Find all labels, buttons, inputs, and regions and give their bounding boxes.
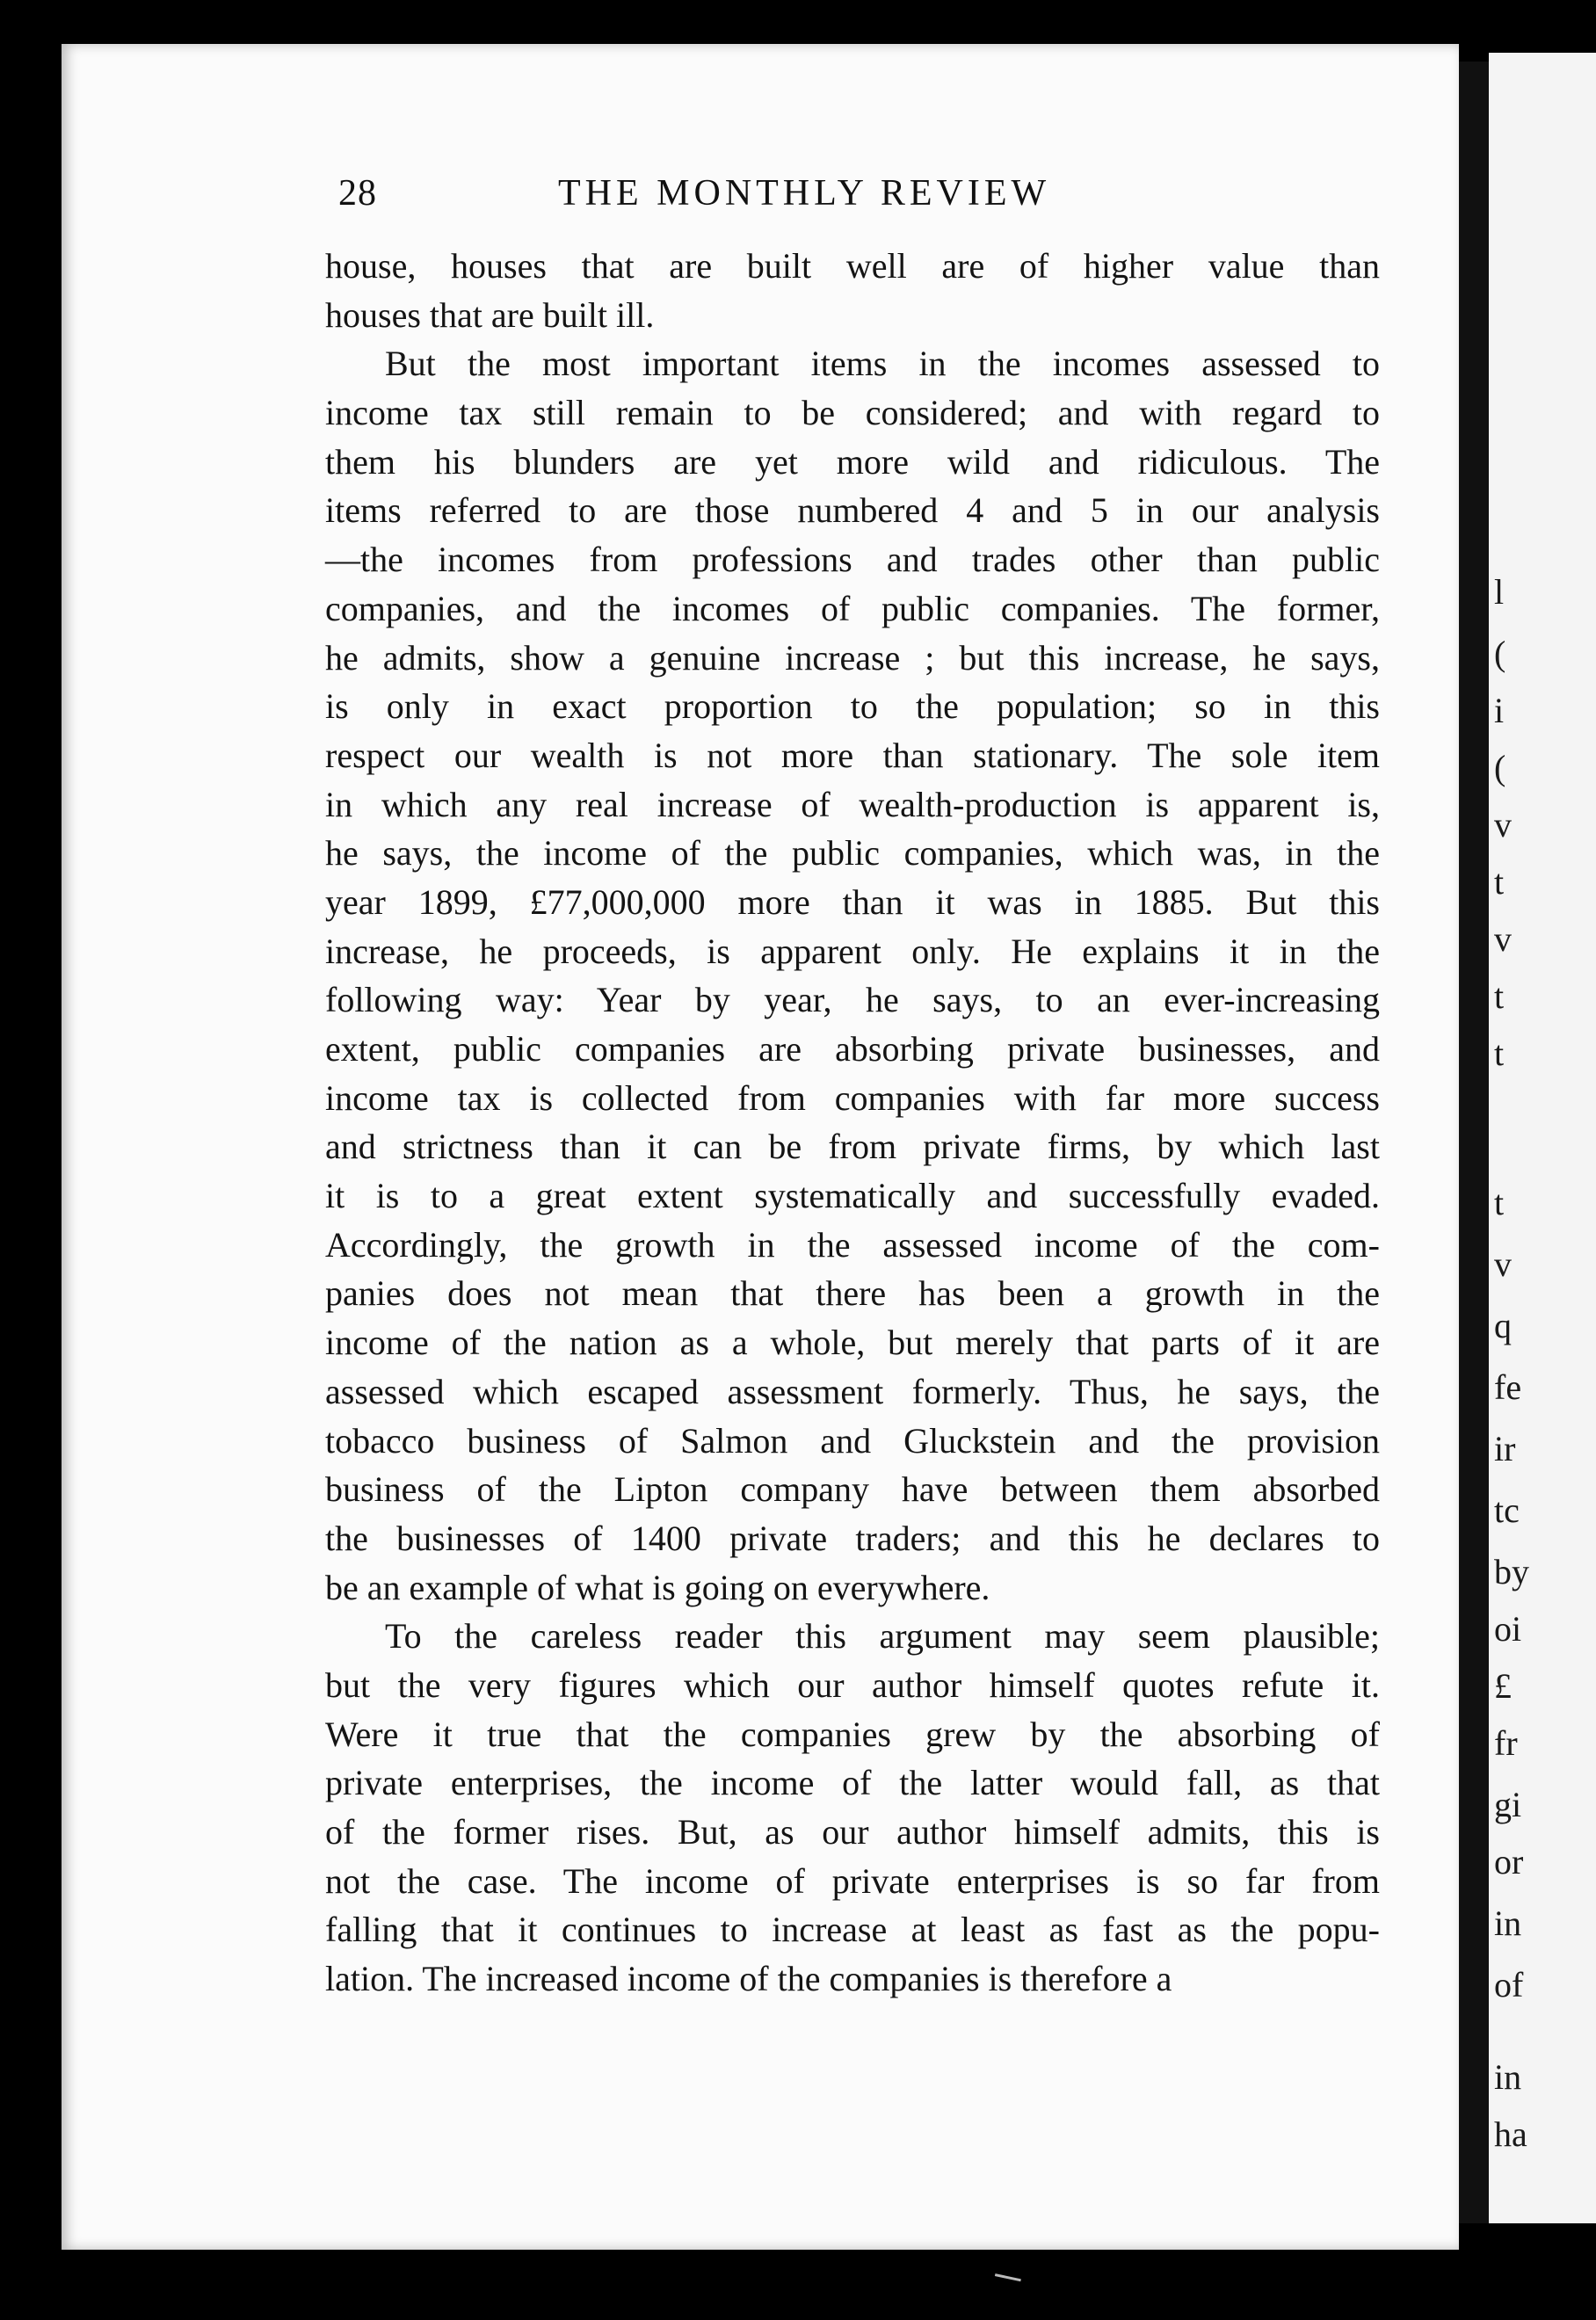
facing-page-fragment: v <box>1494 919 1512 959</box>
facing-page-fragment: or <box>1494 1842 1524 1881</box>
text-line: falling that it continues to increase at least as fast as the popu- <box>325 1910 1380 1950</box>
text-line: private enterprises, the income of the latter would fall, as that <box>325 1763 1380 1803</box>
facing-page-fragment: t <box>1494 862 1505 902</box>
facing-page-fragment: t <box>1494 1183 1505 1222</box>
facing-page-fragment: ( <box>1494 634 1506 673</box>
text-line: But the most important items in the incomes assessed to <box>385 344 1380 384</box>
text-line: be an example of what is going on everywhere. <box>325 1567 990 1607</box>
facing-page-fragment: fr <box>1494 1723 1518 1763</box>
text-line: respect our wealth is not more than stationary. The sole item <box>325 735 1380 775</box>
text-line: income tax still remain to be considered; and with regard to <box>325 393 1380 433</box>
paragraph <box>325 242 1380 339</box>
facing-page-fragment: v <box>1494 1244 1512 1284</box>
facing-page-fragment: t <box>1494 1033 1505 1073</box>
text-line: them his blunders are yet more wild and ridiculous. The <box>325 441 1380 482</box>
text-line: of the former rises. But, as our author himself admits, this is <box>325 1812 1380 1852</box>
text-line: following way: Year by year, he says, to an ever-increasing <box>325 980 1380 1020</box>
body-text <box>325 242 1380 2004</box>
text-line: business of the Lipton company have between them absorbed <box>325 1469 1380 1510</box>
text-line: but the very figures which our author himself quotes refute it. <box>325 1664 1380 1705</box>
facing-page-fragment: of <box>1494 1965 1524 2005</box>
facing-page-fragment: ir <box>1494 1429 1516 1468</box>
text-line: companies, and the incomes of public companies. The former, <box>325 588 1380 628</box>
paragraph <box>325 339 1380 1612</box>
facing-page-fragment: by <box>1494 1552 1529 1591</box>
facing-page-fragment: tc <box>1494 1490 1520 1530</box>
text-line: it is to a great extent systematically and successfully evaded. <box>325 1176 1380 1216</box>
text-line: income tax is collected from companies with far more success <box>325 1077 1380 1118</box>
text-line: increase, he proceeds, is apparent only. He explains it in the <box>325 931 1380 971</box>
paragraph <box>325 1612 1380 2004</box>
facing-page-fragment: ha <box>1494 2114 1527 2154</box>
facing-page-fragment: t <box>1494 976 1505 1016</box>
text-line: the businesses of 1400 private traders; and this he declares to <box>325 1518 1380 1558</box>
page-number: 28 <box>338 173 377 214</box>
text-line: —the incomes from professions and trades other than public <box>325 540 1380 580</box>
facing-page-fragment: v <box>1494 805 1512 845</box>
text-line: not the case. The income of private enterprises is so far from <box>325 1860 1380 1901</box>
book-gutter <box>1459 62 1489 2223</box>
text-line: and strictness than it can be from private firms, by which last <box>325 1127 1380 1167</box>
facing-page-fragment: £ <box>1494 1666 1512 1706</box>
text-line: tobacco business of Salmon and Gluckstein and the provision <box>325 1420 1380 1461</box>
facing-page-fragment: ( <box>1494 748 1506 787</box>
text-line: he says, the income of the public companies, which was, in the <box>325 833 1380 874</box>
facing-page-fragment: gi <box>1494 1785 1522 1824</box>
text-line: items referred to are those numbered 4 and 5 in our analysis <box>325 490 1380 531</box>
text-line: income of the nation as a whole, but merely that parts of it are <box>325 1323 1380 1363</box>
facing-page-fragment: oi <box>1494 1609 1522 1649</box>
text-line: Were it true that the companies grew by the absorbing of <box>325 1714 1380 1754</box>
text-line: in which any real increase of wealth-production is apparent is, <box>325 784 1380 824</box>
text-line: extent, public companies are absorbing private businesses, and <box>325 1029 1380 1069</box>
scan-artifact <box>991 2273 1021 2297</box>
running-title: THE MONTHLY REVIEW <box>558 173 1051 214</box>
facing-page-fragment: in <box>1494 1903 1522 1943</box>
text-line: Accordingly, the growth in the assessed income of the com- <box>325 1224 1380 1265</box>
facing-page-fragment: in <box>1494 2057 1522 2097</box>
text-line: assessed which escaped assessment formerly. Thus, he says, the <box>325 1371 1380 1411</box>
text-line: houses that are built ill. <box>325 294 655 335</box>
text-line: To the careless reader this argument may seem plausible; <box>385 1616 1380 1657</box>
text-line: panies does not mean that there has been a growth in the <box>325 1273 1380 1314</box>
text-line: year 1899, £77,000,000 more than it was in 1885. But this <box>325 881 1380 922</box>
facing-page-fragment: q <box>1494 1306 1512 1345</box>
text-line: house, houses that are built well are of higher value than <box>325 246 1380 286</box>
text-line: is only in exact proportion to the population; so in this <box>325 686 1380 727</box>
facing-page-fragment: fe <box>1494 1367 1522 1407</box>
facing-page-fragment: l <box>1494 572 1505 612</box>
text-line: he admits, show a genuine increase ; but this increase, he says, <box>325 637 1380 678</box>
text-line: lation. The increased income of the companies is therefore a <box>325 1959 1172 1999</box>
facing-page <box>1489 53 1596 2223</box>
facing-page-fragment: i <box>1494 691 1505 730</box>
